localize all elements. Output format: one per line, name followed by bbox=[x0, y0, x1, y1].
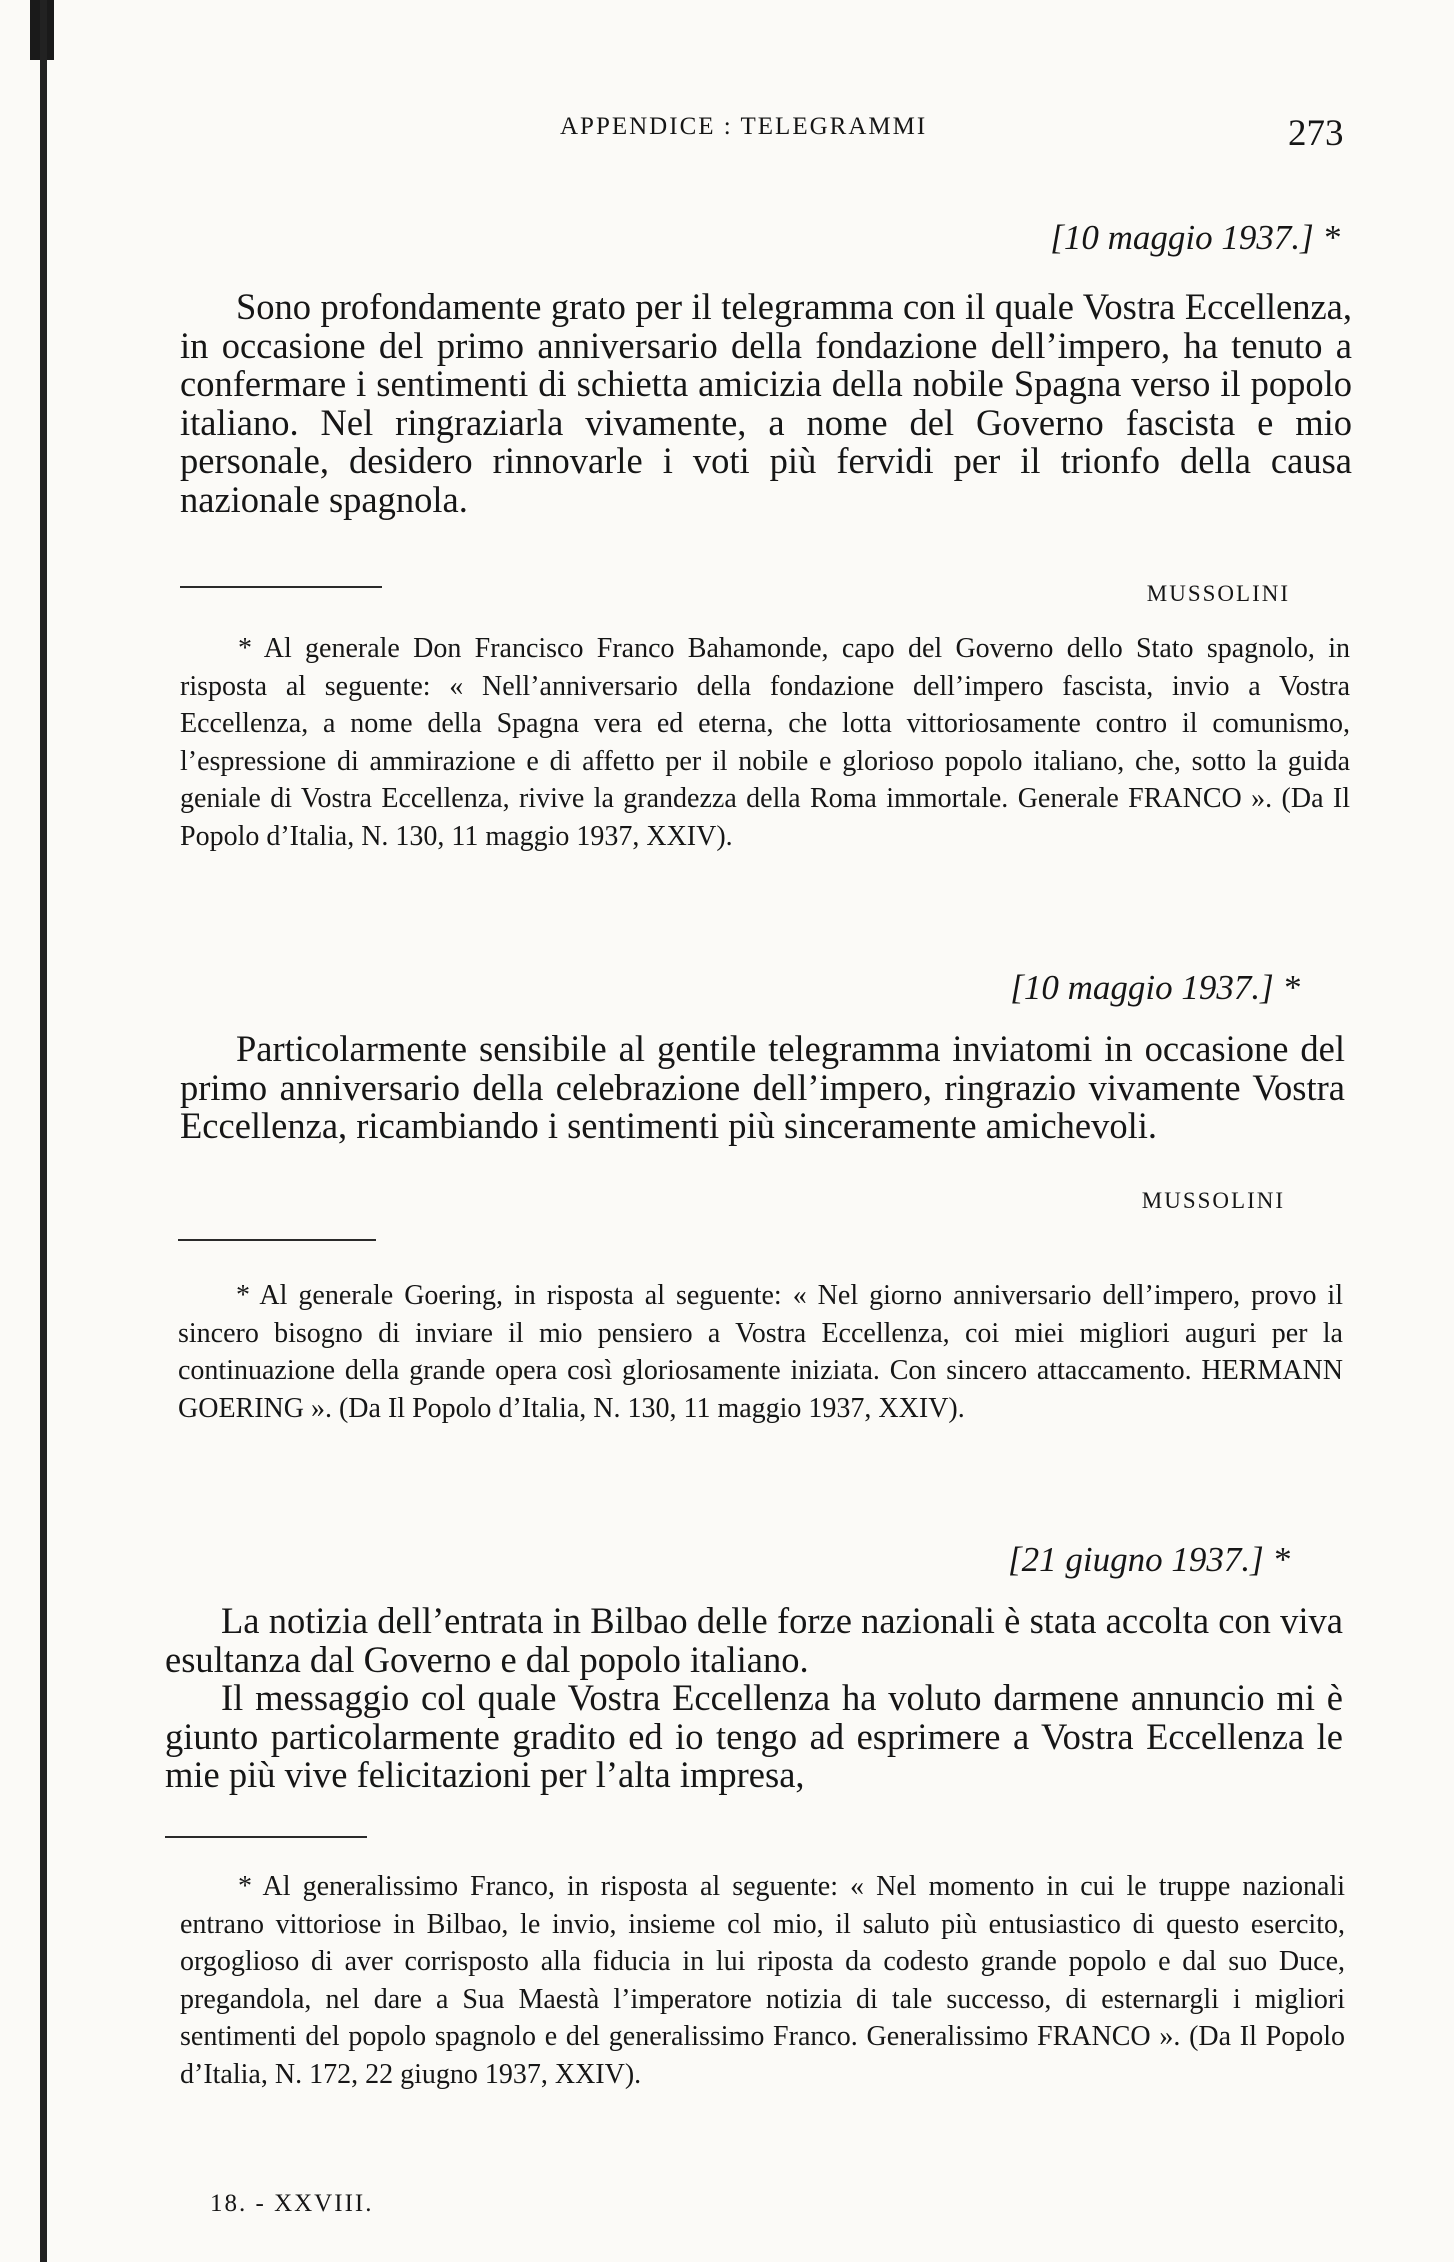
telegram-date: [10 maggio 1937.] * bbox=[1050, 218, 1340, 257]
folio: 18. - XXVIII. bbox=[210, 2190, 374, 2217]
signature: MUSSOLINI bbox=[1141, 1188, 1285, 1213]
footnote bbox=[178, 1277, 1343, 1427]
signature: MUSSOLINI bbox=[1146, 581, 1290, 606]
footnote bbox=[180, 1868, 1345, 2093]
telegram-paragraph: Sono profondamente grato per il telegramma con il quale Vostra Eccellenza, in occasione del primo anniversario della fondazione dell’impero, ha tenuto a confermare i sentimenti di schietta amicizia della nobile Spagna verso il popolo italiano. Nel ringraziarla vivamente, a nome del Governo fascista e mio personale, desidero rinnovarle i voti più fervidi per il trionfo della causa nazionale spagnola. bbox=[180, 286, 1352, 520]
telegram-text bbox=[180, 1030, 1345, 1146]
footnote-text: * Al generale Goering, in risposta al seguente: « Nel giorno anniversario dell’impero, provo il sincero bisogno di inviare il mio pensiero a Vostra Eccellenza, coi miei migliori auguri per la continuazione della grande opera così gloriosamente iniziata. Con sincero attaccamento. HERMANN GOERING ». (Da Il Popolo d’Italia, N. 130, 11 maggio 1937, XXIV). bbox=[178, 1280, 1343, 1424]
footnote bbox=[180, 630, 1350, 855]
footnote-text: * Al generale Don Francisco Franco Bahamonde, capo del Governo dello Stato spagnolo, in risposta al seguente: « Nell’anniversario della fondazione dell’impero fascista, invio a Vostra Eccellenza, a nome della Spagna vera ed eterna, che lotta vittoriosamente contro il comunismo, l’espressione di ammirazione e di affetto per il nobile e glorioso popolo italiano, che, sotto la guida geniale di Vostra Eccellenza, rivive la grandezza della Roma immortale. Generale FRANCO ». (Da Il Popolo d’Italia, N. 130, 11 maggio 1937, XXIV). bbox=[180, 633, 1350, 852]
telegram-date: [21 giugno 1937.] * bbox=[1008, 1540, 1290, 1579]
footnote-text: * Al generalissimo Franco, in risposta al seguente: « Nel momento in cui le truppe nazionali entrano vittoriose in Bilbao, le invio, insieme col mio, il saluto più entusiastico di questo esercito, orgoglioso di aver corrisposto alla fiducia in lui riposta da codesto grande popolo e dal suo Duce, pregandola, nel dare a Sua Maestà l’imperatore notizia di tale successo, di esternargli i migliori sentimenti del popolo spagnolo e del generalissimo Franco. Generalissimo FRANCO ». (Da Il Popolo d’Italia, N. 172, 22 giugno 1937, XXIV). bbox=[180, 1871, 1345, 2090]
telegram-text bbox=[180, 288, 1352, 519]
margin-rule bbox=[40, 0, 47, 2262]
telegram-paragraph: La notizia dell’entrata in Bilbao delle forze nazionali è stata accolta con viva esultanza dal Governo e dal popolo italiano. bbox=[165, 1600, 1343, 1680]
footnote-rule bbox=[178, 1239, 376, 1241]
telegram-paragraph: Il messaggio col quale Vostra Eccellenza ha voluto darmene annuncio mi è giunto particolarmente gradito ed io tengo ad esprimere a Vostra Eccellenza le mie più vive felicitazioni per l’alta impresa, bbox=[165, 1677, 1343, 1795]
telegram-date: [10 maggio 1937.] * bbox=[1010, 968, 1300, 1007]
footnote-rule bbox=[165, 1836, 367, 1838]
page-number: 273 bbox=[1288, 113, 1344, 154]
running-head: APPENDICE : TELEGRAMMI bbox=[560, 113, 928, 140]
footnote-rule bbox=[180, 586, 382, 588]
telegram-paragraph: Particolarmente sensibile al gentile telegramma inviatomi in occasione del primo anniversario della celebrazione dell’impero, ringrazio vivamente Vostra Eccellenza, ricambiando i sentimenti più sinceramente amichevoli. bbox=[180, 1028, 1345, 1146]
telegram-text bbox=[165, 1602, 1343, 1795]
